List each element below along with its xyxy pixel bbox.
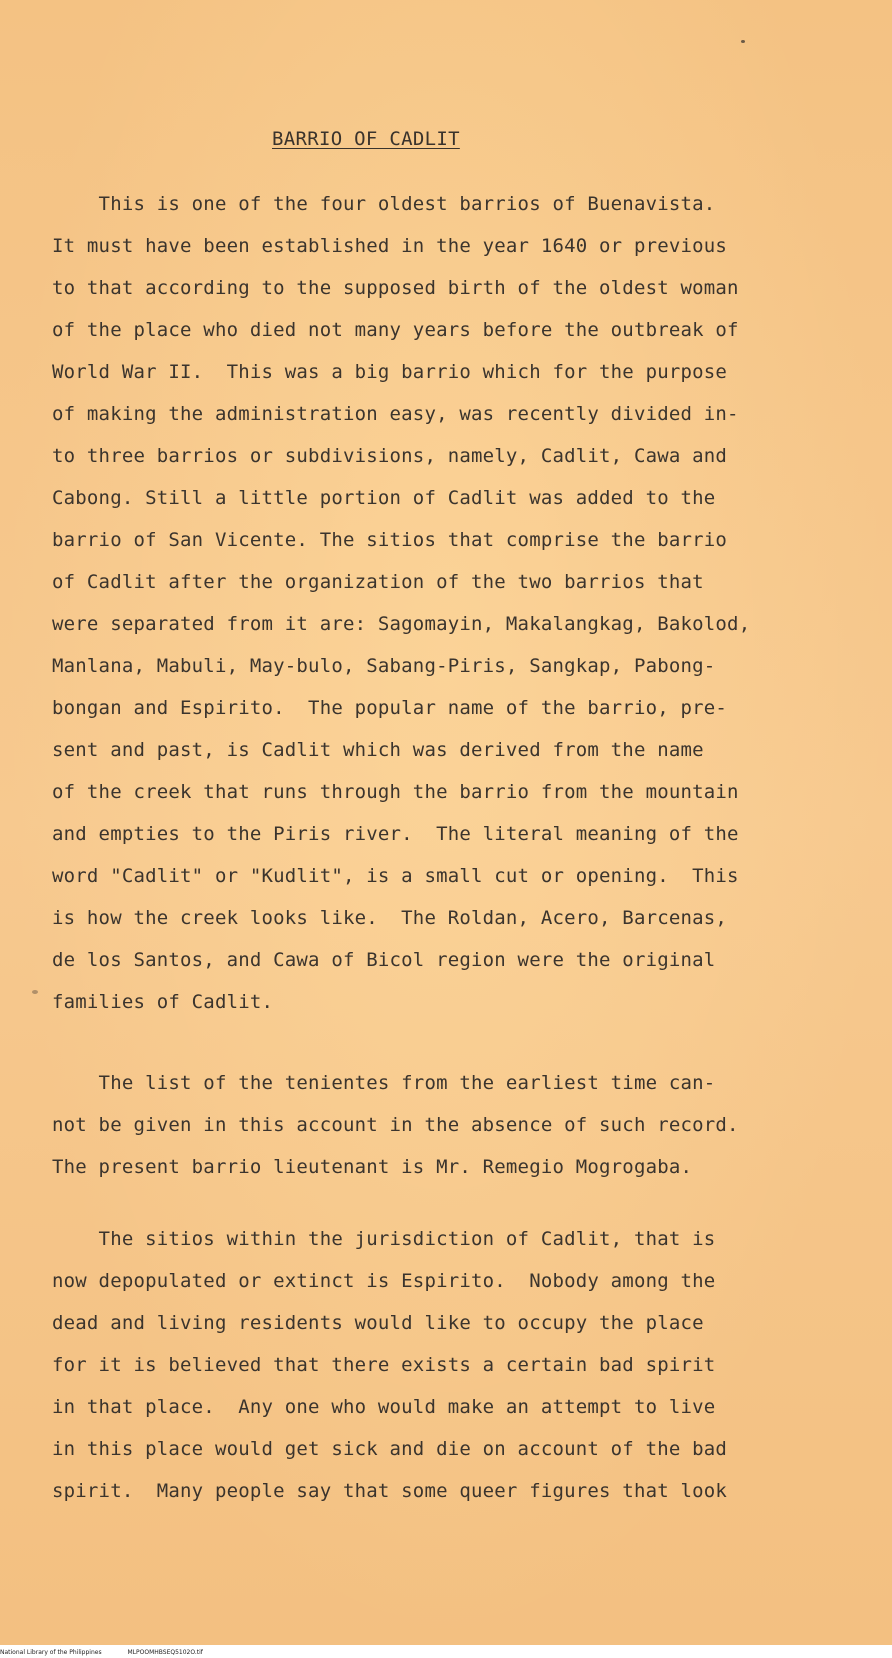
text-line: families of Cadlit. bbox=[52, 991, 274, 1013]
text-line: spirit. Many people say that some queer figures that look bbox=[52, 1480, 728, 1502]
library-credit: National Library of the Philippines bbox=[0, 1649, 102, 1656]
file-identifier: MLPOOMHBSEQ5102O.tif bbox=[127, 1649, 203, 1656]
paragraph-2 bbox=[52, 1062, 852, 1188]
text-line: word "Cadlit" or "Kudlit", is a small cut or opening. This bbox=[52, 865, 739, 887]
text-line: not be given in this account in the absence of such record. bbox=[52, 1114, 739, 1136]
page-title: BARRIO OF CADLIT bbox=[272, 128, 460, 150]
text-line: Cabong. Still a little portion of Cadlit was added to the bbox=[52, 487, 716, 509]
text-line: for it is believed that there exists a certain bad spirit bbox=[52, 1354, 716, 1376]
text-line: to that according to the supposed birth of the oldest woman bbox=[52, 277, 739, 299]
text-line: Manlana, Mabuli, May-bulo, Sabang-Piris, Sangkap, Pabong- bbox=[52, 655, 716, 677]
text-line: It must have been established in the year 1640 or previous bbox=[52, 235, 728, 257]
text-line: sent and past, is Cadlit which was derived from the name bbox=[52, 739, 704, 761]
text-line: of Cadlit after the organization of the two barrios that bbox=[52, 571, 704, 593]
paragraph-spacer bbox=[52, 1188, 852, 1218]
text-line: The sitios within the jurisdiction of Cadlit, that is bbox=[52, 1228, 716, 1250]
paragraph-1 bbox=[52, 183, 852, 1023]
text-line: de los Santos, and Cawa of Bicol region were the original bbox=[52, 949, 716, 971]
text-line: of the creek that runs through the barrio from the mountain bbox=[52, 781, 739, 803]
text-line: World War II. This was a big barrio which for the purpose bbox=[52, 361, 728, 383]
text-line: The present barrio lieutenant is Mr. Remegio Mogrogaba. bbox=[52, 1156, 693, 1178]
text-line: dead and living residents would like to occupy the place bbox=[52, 1312, 704, 1334]
text-line: of making the administration easy, was recently divided in- bbox=[52, 403, 739, 425]
paper-speck bbox=[32, 990, 38, 994]
paragraph-3 bbox=[52, 1218, 852, 1512]
text-line: in that place. Any one who would make an attempt to live bbox=[52, 1396, 716, 1418]
text-line: of the place who died not many years before the outbreak of bbox=[52, 319, 739, 341]
text-line: is how the creek looks like. The Roldan, Acero, Barcenas, bbox=[52, 907, 728, 929]
paragraph-spacer bbox=[52, 1023, 852, 1062]
text-line: and empties to the Piris river. The literal meaning of the bbox=[52, 823, 739, 845]
text-line: to three barrios or subdivisions, namely, Cadlit, Cawa and bbox=[52, 445, 728, 467]
text-line: This is one of the four oldest barrios of Buenavista. bbox=[52, 193, 716, 215]
text-line: barrio of San Vicente. The sitios that comprise the barrio bbox=[52, 529, 728, 551]
scan-footer bbox=[0, 1647, 892, 1658]
text-line: now depopulated or extinct is Espirito. Nobody among the bbox=[52, 1270, 716, 1292]
text-line: bongan and Espirito. The popular name of the barrio, pre- bbox=[52, 697, 728, 719]
text-line: The list of the tenientes from the earliest time can- bbox=[52, 1072, 716, 1094]
document-body bbox=[52, 183, 852, 1512]
paper-speck bbox=[741, 40, 745, 43]
text-line: were separated from it are: Sagomayin, Makalangkag, Bakolod, bbox=[52, 613, 751, 635]
text-line: in this place would get sick and die on account of the bad bbox=[52, 1438, 728, 1460]
